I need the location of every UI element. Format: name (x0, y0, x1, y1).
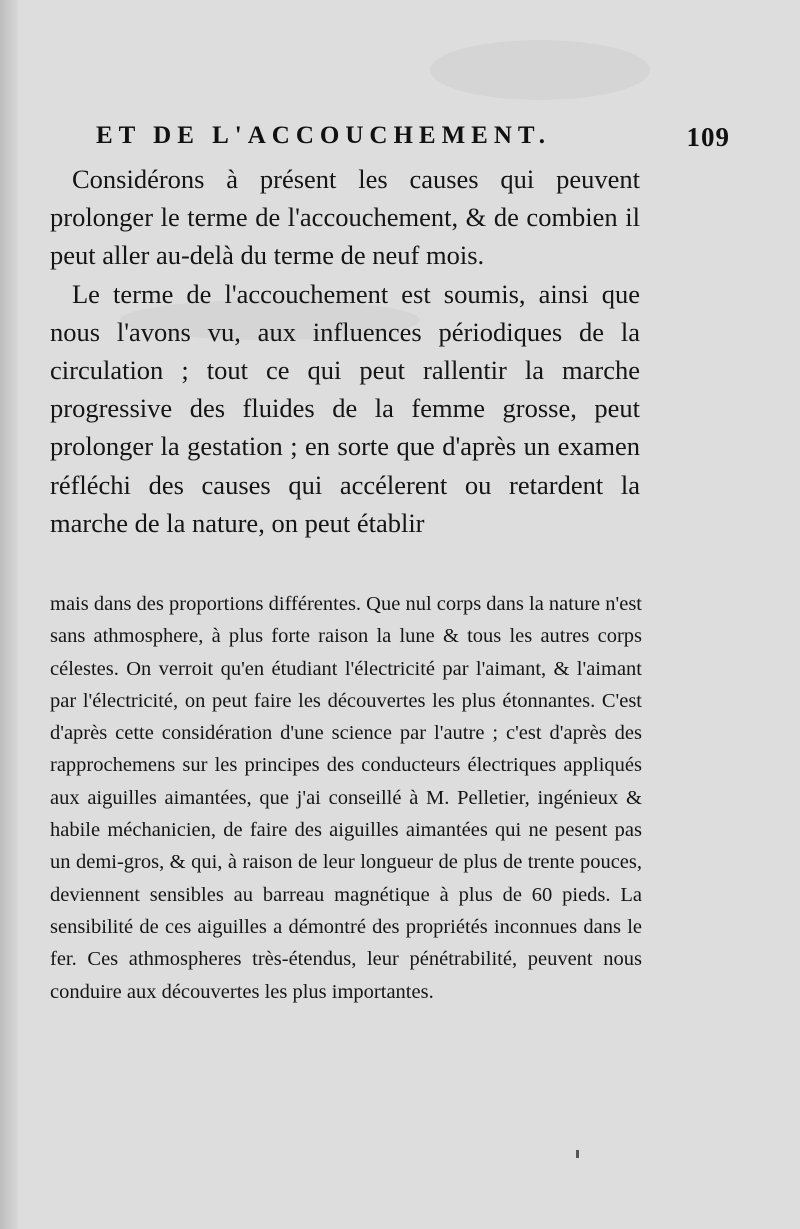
ink-mark (576, 1150, 579, 1158)
running-head (96, 118, 736, 158)
paragraph: Considérons à présent les causes qui peuvent prolonger le terme de l'accouchement, & de combien il peut aller au-delà du terme de neuf mois. (50, 164, 640, 271)
paragraph: Le terme de l'accouchement est soumis, ainsi que nous l'avons vu, aux influences périodiques de la circulation ; tout ce qui peut rallentir la marche progressive des fluides de la femme grosse, peut prolonger la gestation ; en sorte que d'après un examen réfléchi des causes qui accélerent ou retardent la marche de la nature, on peut établir (50, 278, 640, 538)
page-gutter-shadow (0, 0, 18, 1229)
paper-stain (430, 40, 650, 100)
footnote-text: mais dans des proportions différentes. Que nul corps dans la nature n'est sans athmosphere, à plus forte raison la lune & tous les autres corps célestes. On verroit qu'en étudiant l'électricité par l'aimant, & l'aimant par l'électricité, on peut faire les découvertes les plus étonnantes. C'est d'après cette considération d'une science par l'autre ; c'est d'après des rapprochemens sur les principes des conducteurs électriques appliqués aux aiguilles aimantées, que j'ai conseillé à M. Pelletier, ingénieux & habile méchanicien, de faire des aiguilles aimantées qui ne pesent pas un demi-gros, & qui, à raison de leur longueur de plus de trente pouces, deviennent sensibles au barreau magnétique à plus de 60 pieds. La sensibilité de ces aiguilles a démontré des propriétés inconnues dans le fer. Ces athmospheres très-étendus, leur pénétrabilité, peuvent nous conduire aux découvertes les plus importantes. (50, 593, 642, 1003)
running-title: ET DE L'ACCOUCHEMENT. (96, 122, 551, 149)
main-text (50, 160, 640, 542)
footnote (50, 588, 642, 1008)
page-number: 109 (686, 122, 730, 152)
